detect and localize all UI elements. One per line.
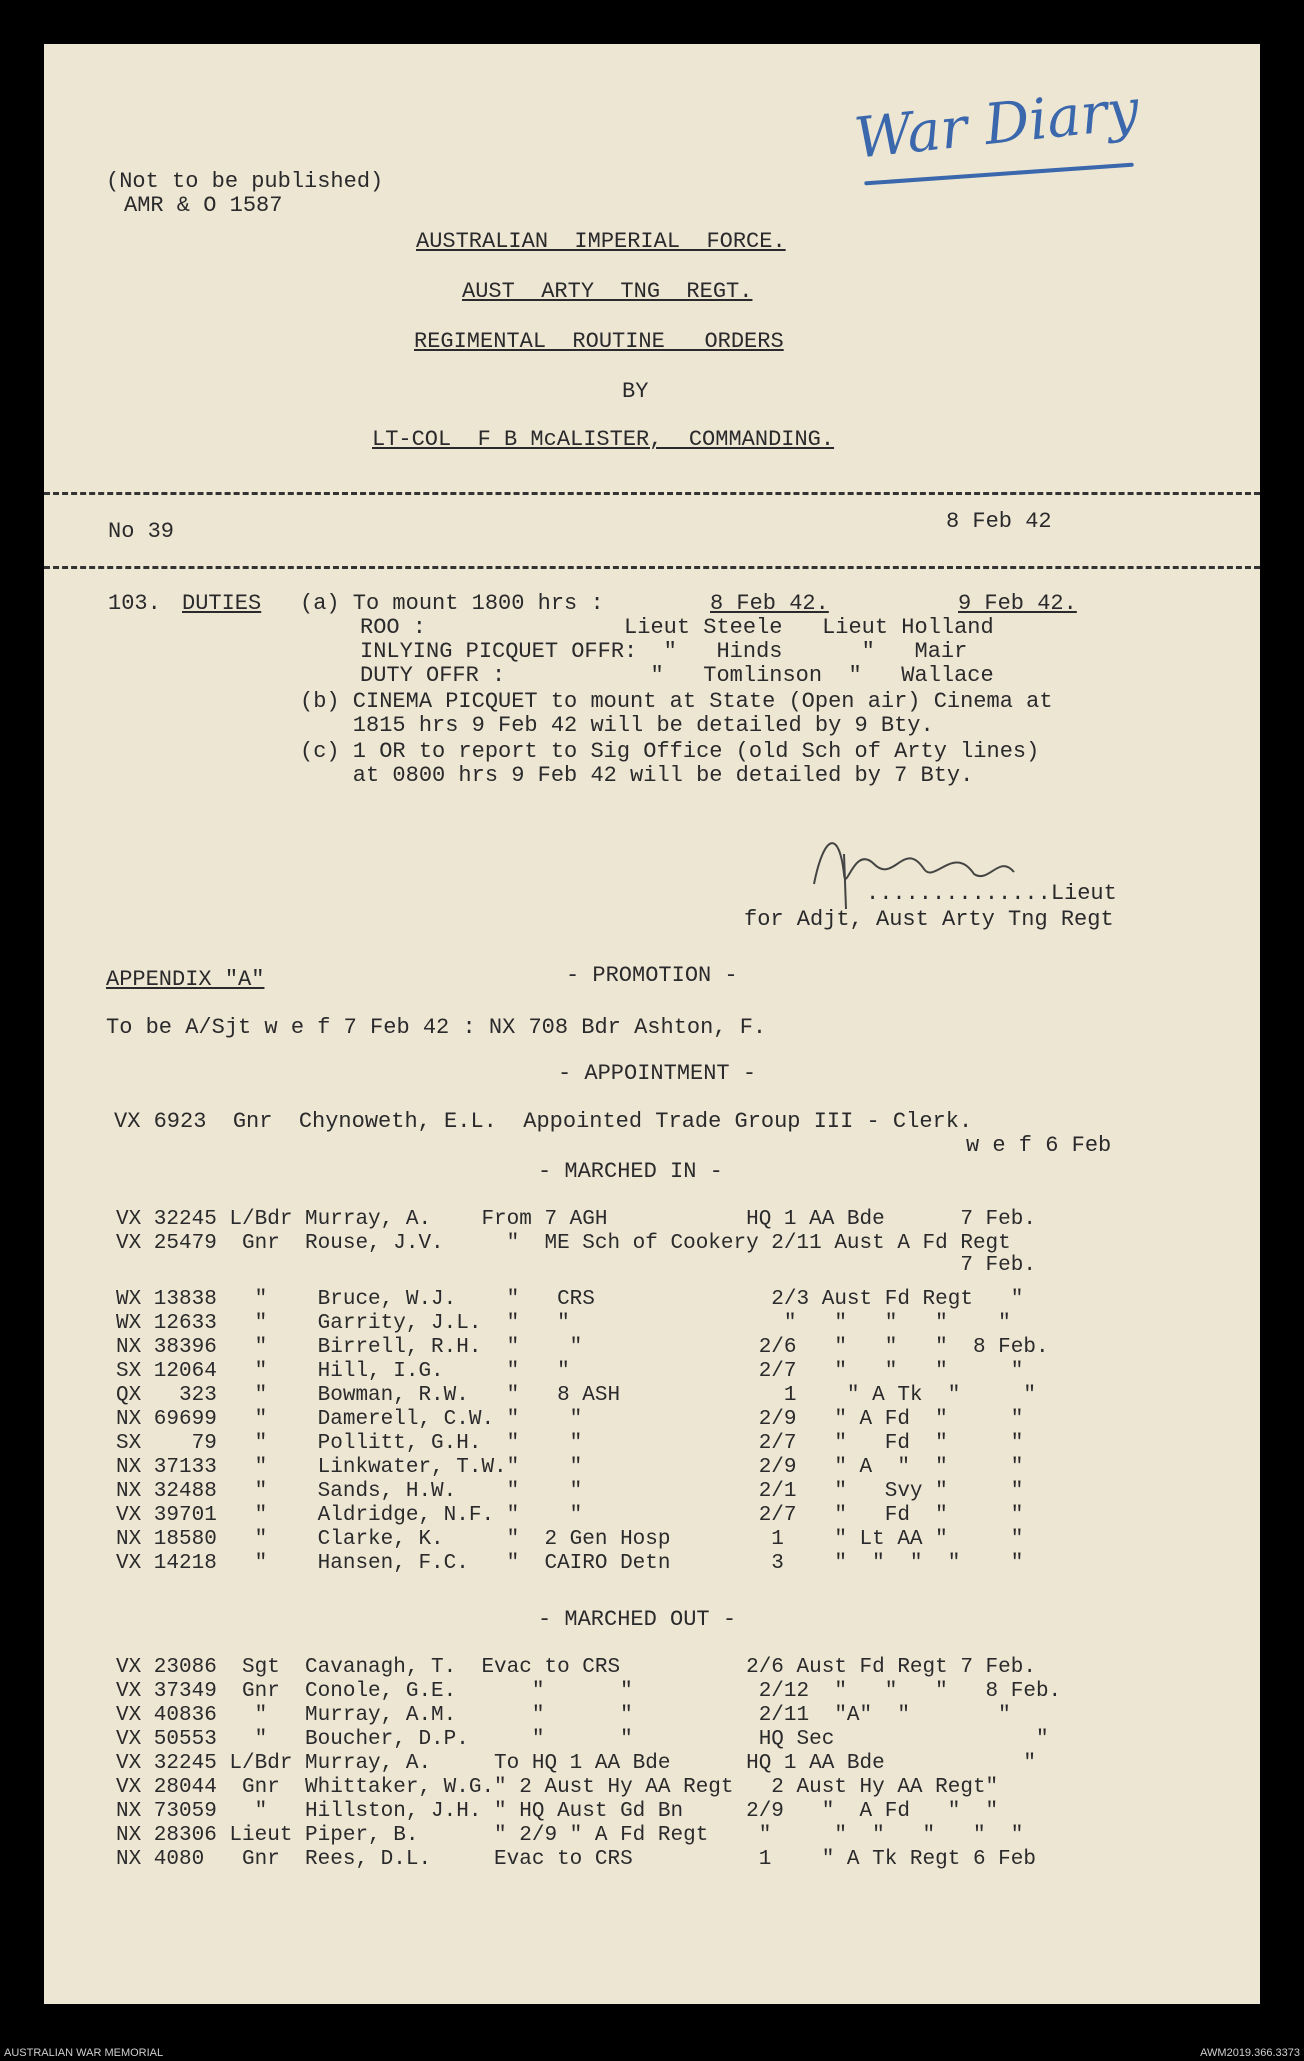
footer — [0, 2046, 1304, 2061]
marched-in-row: QX 323 " Bowman, R.W. " 8 ASH 1 " A Tk " " — [116, 1384, 1036, 1407]
marched-out-heading: - MARCHED OUT - — [538, 1607, 737, 1632]
marched-in-row: VX 14218 " Hansen, F.C. " CAIRO Detn 3 " " " " " — [116, 1552, 1024, 1575]
duties-date-1: 8 Feb 42. — [710, 591, 829, 616]
marched-out-row: VX 40836 " Murray, A.M. " " 2/11 "A" " " — [116, 1704, 1011, 1727]
marched-in-row: VX 39701 " Aldridge, N.F. " " 2/7 " Fd " " — [116, 1504, 1024, 1527]
order-reference: AMR & O 1587 — [124, 193, 283, 218]
marched-in-row: NX 69699 " Damerell, C.W. " " 2/9 " A Fd " " — [116, 1408, 1024, 1431]
document-page — [44, 44, 1260, 2004]
duties-b-line-2: 1815 hrs 9 Feb 42 will be detailed by 9 Bty. — [300, 713, 934, 738]
marched-in-row: NX 32488 " Sands, H.W. " " 2/1 " Svy " " — [116, 1480, 1024, 1503]
marched-in-row: 7 Feb. — [116, 1254, 1036, 1277]
appendix-label: APPENDIX "A" — [106, 967, 265, 992]
header-line-1: AUSTRALIAN IMPERIAL FORCE. — [416, 229, 786, 254]
signature-role: for Adjt, Aust Arty Tng Regt — [744, 907, 1114, 932]
duties-number: 103. — [108, 591, 161, 616]
marched-out-row: VX 37349 Gnr Conole, G.E. " " 2/12 " " " 8 Feb. — [116, 1680, 1062, 1703]
duties-duty-offr: DUTY OFFR : " Tomlinson " Wallace — [360, 663, 994, 688]
marched-in-row: SX 79 " Pollitt, G.H. " " 2/7 " Fd " " — [116, 1432, 1024, 1455]
marched-in-row: WX 13838 " Bruce, W.J. " CRS 2/3 Aust Fd Regt " — [116, 1288, 1024, 1311]
header-line-5: LT-COL F B McALISTER, COMMANDING. — [372, 427, 835, 452]
promotion-heading: - PROMOTION - — [566, 963, 738, 988]
duties-title: DUTIES — [182, 591, 262, 616]
footer-accession-number: AWM2019.366.3373 — [1200, 2047, 1300, 2059]
handwritten-title: War Diary — [851, 77, 1142, 172]
marched-in-row: NX 38396 " Birrell, R.H. " " 2/6 " " " 8 Feb. — [116, 1336, 1049, 1359]
divider-top — [44, 492, 1260, 495]
promotion-text: To be A/Sjt w e f 7 Feb 42 : NX 708 Bdr Ashton, F. — [106, 1015, 767, 1040]
marched-in-row: NX 37133 " Linkwater, T.W." " 2/9 " A " " " — [116, 1456, 1024, 1479]
appointment-heading: - APPOINTMENT - — [558, 1061, 757, 1086]
appointment-line-2: w e f 6 Feb — [966, 1133, 1112, 1158]
marched-out-row: NX 4080 Gnr Rees, D.L. Evac to CRS 1 " A Tk Regt 6 Feb — [116, 1848, 1036, 1871]
appointment-line-1: VX 6923 Gnr Chynoweth, E.L. Appointed Trade Group III - Clerk. — [114, 1109, 973, 1134]
marched-in-row: VX 32245 L/Bdr Murray, A. From 7 AGH HQ 1 AA Bde 7 Feb. — [116, 1208, 1036, 1231]
header-line-3: REGIMENTAL ROUTINE ORDERS — [414, 329, 784, 354]
marched-out-row: VX 28044 Gnr Whittaker, W.G." 2 Aust Hy AA Regt 2 Aust Hy AA Regt" — [116, 1776, 999, 1799]
marched-out-row: NX 28306 Lieut Piper, B. " 2/9 " A Fd Regt " " " " " " — [116, 1824, 1024, 1847]
duties-roo: ROO : Lieut Steele Lieut Holland — [360, 615, 994, 640]
duties-picquet: INLYING PICQUET OFFR: " Hinds " Mair — [360, 639, 968, 664]
duties-c-line-1: (c) 1 OR to report to Sig Office (old Sch of Arty lines) — [300, 739, 1040, 764]
duties-b-line-1: (b) CINEMA PICQUET to mount at State (Open air) Cinema at — [300, 689, 1053, 714]
divider-bottom — [44, 566, 1260, 569]
marched-in-row: VX 25479 Gnr Rouse, J.V. " ME Sch of Cookery 2/11 Aust A Fd Regt — [116, 1232, 1011, 1255]
signature-dots: ..............Lieut — [866, 881, 1117, 906]
marched-out-row: VX 50553 " Boucher, D.P. " " HQ Sec " — [116, 1728, 1049, 1751]
order-date: 8 Feb 42 — [946, 509, 1052, 534]
duties-c-line-2: at 0800 hrs 9 Feb 42 will be detailed by 7 Bty. — [300, 763, 974, 788]
marched-in-row: SX 12064 " Hill, I.G. " " 2/7 " " " " — [116, 1360, 1024, 1383]
marched-in-heading: - MARCHED IN - — [538, 1159, 723, 1184]
duties-date-2: 9 Feb 42. — [958, 591, 1077, 616]
marched-out-row: VX 32245 L/Bdr Murray, A. To HQ 1 AA Bde HQ 1 AA Bde " — [116, 1752, 1036, 1775]
footer-institution: AUSTRALIAN WAR MEMORIAL — [4, 2047, 164, 2059]
duties-line-a: (a) To mount 1800 hrs : — [300, 591, 604, 616]
order-number: No 39 — [108, 519, 175, 544]
marched-in-row: WX 12633 " Garrity, J.L. " " " " " " " — [116, 1312, 1011, 1335]
header-line-2: AUST ARTY TNG REGT. — [462, 279, 753, 304]
marched-out-row: VX 23086 Sgt Cavanagh, T. Evac to CRS 2/6 Aust Fd Regt 7 Feb. — [116, 1656, 1036, 1679]
marched-in-row: NX 18580 " Clarke, K. " 2 Gen Hosp 1 " Lt AA " " — [116, 1528, 1024, 1551]
header-line-4: BY — [622, 379, 649, 404]
marched-out-row: NX 73059 " Hillston, J.H. " HQ Aust Gd Bn 2/9 " A Fd " " — [116, 1800, 999, 1823]
not-published-note: (Not to be published) — [106, 169, 384, 194]
